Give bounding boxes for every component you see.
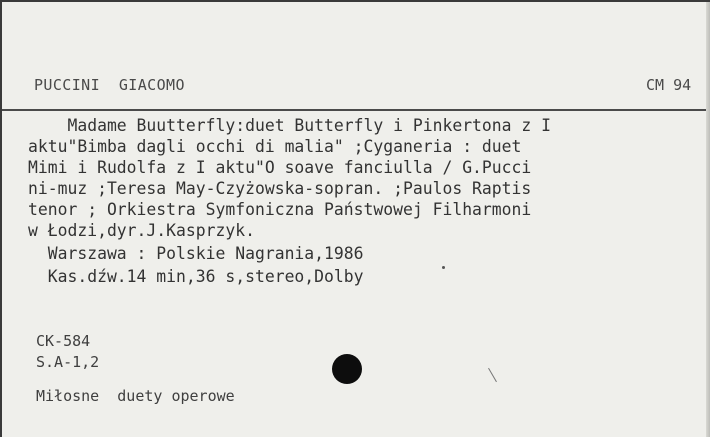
card-edge-shadow	[706, 2, 710, 437]
card-call-number: CM 94	[646, 76, 692, 94]
imprint-line: Warszawa : Polskie Nagrania,1986	[28, 244, 364, 263]
punch-hole	[332, 354, 362, 384]
description-line-2: aktu"Bimba dagli occhi di malia" ;Cyganeria : duet	[28, 137, 522, 156]
description-line-4: ni-muz ;Teresa May-Czyżowska-sopran. ;Paulos Raptis	[28, 179, 532, 198]
description-line-1: Madame Buutterfly:duet Butterfly i Pinkertona z I	[28, 116, 552, 135]
card-author-heading: PUCCINI GIACOMO	[34, 76, 185, 94]
shelf-location: S.A-1,2	[36, 353, 100, 371]
header-divider	[2, 109, 710, 111]
pencil-mark	[488, 368, 497, 382]
ink-speck	[442, 266, 445, 269]
description-line-5: tenor ; Orkiestra Symfoniczna Państwowej Filharmoni	[28, 200, 532, 219]
description-line-3: Mimi i Rudolfa z I aktu"O soave fanciulla / G.Pucci	[28, 158, 532, 177]
subject-heading: Miłosne duety operowe	[36, 387, 235, 405]
physical-description-line: Kas.dźw.14 min,36 s,stereo,Dolby	[28, 267, 364, 286]
shelf-code: CK-584	[36, 332, 91, 350]
description-line-6: w Łodzi,dyr.J.Kasprzyk.	[28, 221, 255, 240]
